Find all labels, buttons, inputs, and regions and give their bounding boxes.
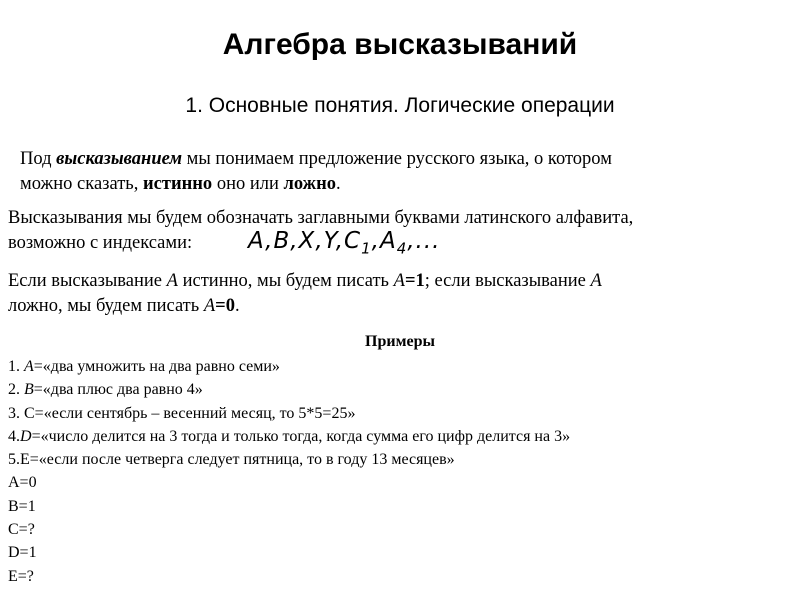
examples-heading: Примеры <box>365 333 435 350</box>
example-2: 2. B=«два плюс два равно 4» <box>8 381 203 399</box>
variables-formula: $A,B,X,Y,C_1,A_4$,... <box>248 228 441 258</box>
notation-line-1: Высказывания мы будем обозначать заглавными буквами латинского алфавита, <box>8 208 634 228</box>
example-4: 4.D=«число делится на 3 тогда и только тогда, когда сумма его цифр делится на 3» <box>8 427 571 445</box>
term-false: ложно <box>283 174 336 194</box>
example-3: 3. С=«если сентябрь – весенний месяц, то 5*5=25» <box>8 404 356 422</box>
answer-c: C=? <box>8 521 35 539</box>
definition-line-1: Под высказыванием мы понимаем предложение русского языка, о котором <box>20 149 612 169</box>
term-statement: высказыванием <box>56 149 183 169</box>
convention-line-1: Если высказывание A истинно, мы будем писать A=1; если высказывание A <box>8 271 602 291</box>
slide-title: Алгебра высказываний <box>222 28 578 61</box>
examples-list <box>8 355 570 588</box>
answer-a: A=0 <box>8 474 37 492</box>
term-true: истинно <box>143 174 213 194</box>
answer-e: E=? <box>8 567 34 585</box>
slide-subtitle: 1. Основные понятия. Логические операции <box>185 94 615 117</box>
notation-line-2: возможно с индексами: <box>8 233 193 253</box>
definition-paragraph <box>20 147 612 197</box>
example-5: 5.E=«если после четверга следует пятница, то в году 13 месяцев» <box>8 451 455 469</box>
convention-line-2: ложно, мы будем писать A=0. <box>8 296 240 316</box>
answer-d: D=1 <box>8 544 37 562</box>
answer-b: B=1 <box>8 497 36 515</box>
convention-paragraph <box>8 269 602 319</box>
example-1: 1. A=«два умножить на два равно семи» <box>8 358 280 375</box>
definition-line-2: можно сказать, истинно оно или ложно. <box>20 174 341 194</box>
